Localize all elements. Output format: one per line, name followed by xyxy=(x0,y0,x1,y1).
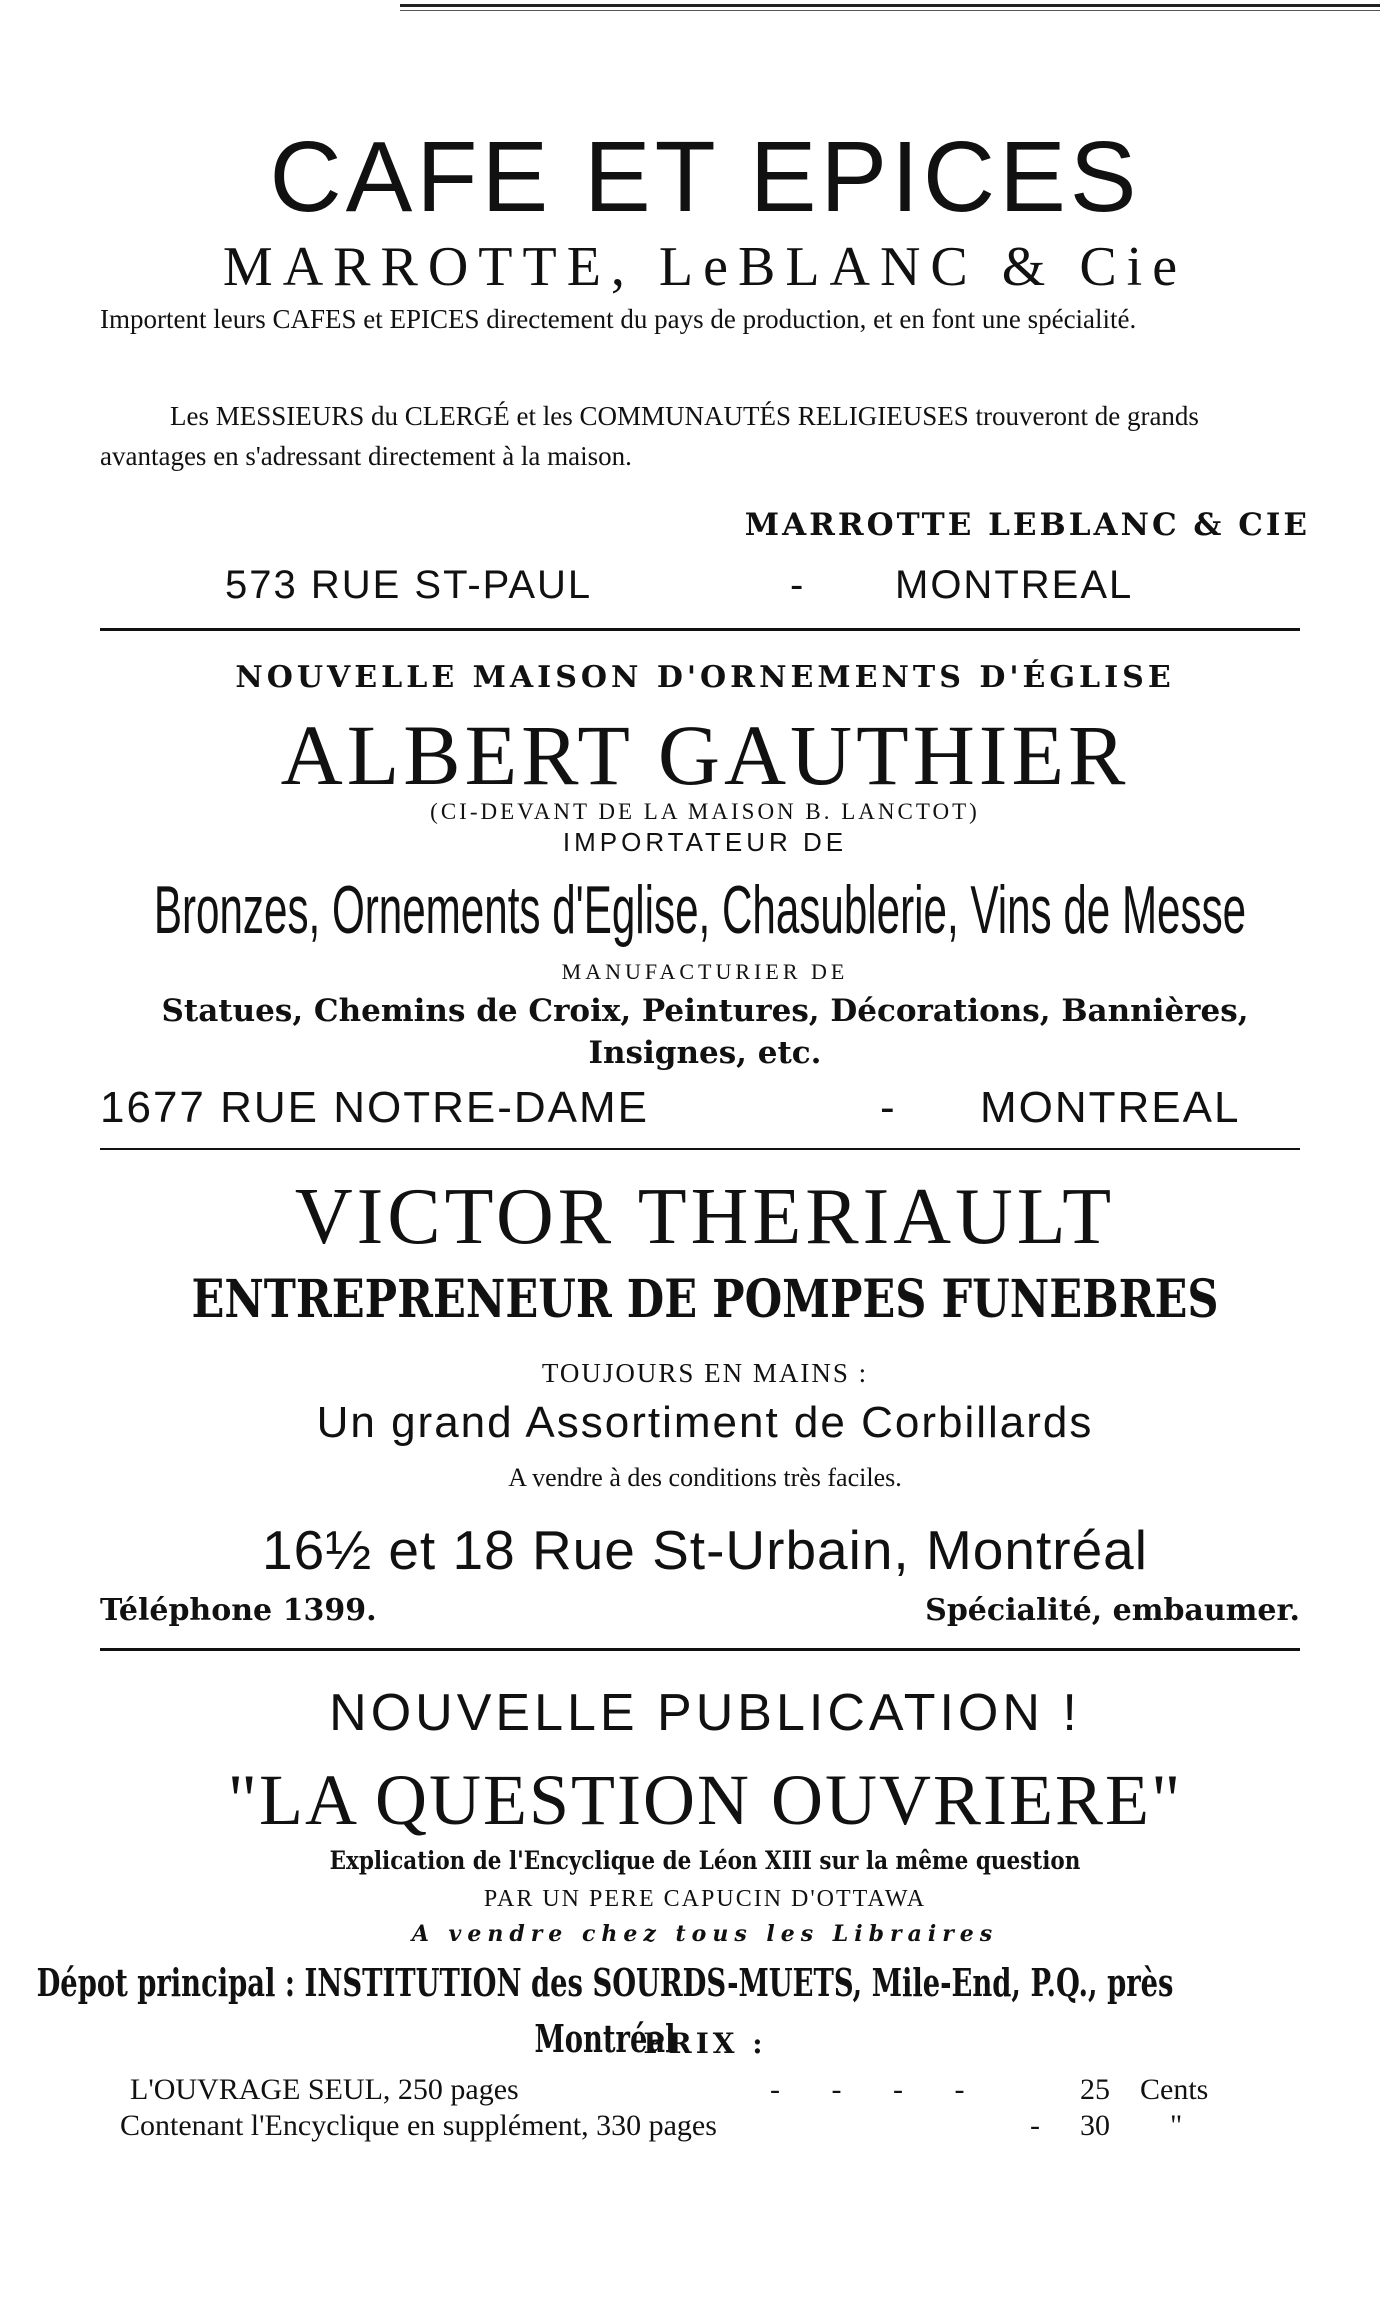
gauthier-address-separator: - xyxy=(880,1083,897,1132)
publication-price-label: PRIX : xyxy=(643,2027,767,2060)
publication-availability: A vendre chez tous les Libraires xyxy=(411,1921,999,1947)
gauthier-products: Statues, Chemins de Croix, Peintures, Décorations, Bannières, Insignes, etc. xyxy=(161,993,1249,1071)
gauthier-name: ALBERT GAUTHIER xyxy=(280,707,1130,803)
cafe-firm: MARROTTE, LeBLANC & Cie xyxy=(222,236,1188,298)
price-item: Contenant l'Encyclique en supplément, 330 pages xyxy=(120,2109,717,2142)
theriault-trade: ENTREPRENEUR DE POMPES FUNEBRES xyxy=(191,1269,1219,1330)
price-leader: - xyxy=(1030,2109,1062,2142)
theriault-telephone: Téléphone 1399. xyxy=(100,1593,377,1628)
cafe-paragraph-2-text: Les MESSIEURS du CLERGÉ et les COMMUNAUTÉS RELIGIEUSES trouveront de grands avantages en s'adressant directement à la maison. xyxy=(100,401,1199,471)
price-amount: 30 xyxy=(1080,2109,1110,2142)
publication-title: "LA QUESTION OUVRIERE" xyxy=(227,1760,1183,1840)
publication-depot: Dépot principal : INSTITUTION des SOURDS-MUETS, Mile-End, P.Q., près Montréal xyxy=(36,1960,1174,2061)
gauthier-former: (CI-DEVANT DE LA MAISON B. LANCTOT) xyxy=(430,799,980,824)
publication-subtitle: Explication de l'Encyclique de Léon XIII sur la même question xyxy=(329,1846,1081,1875)
gauthier-address-street: 1677 RUE NOTRE-DAME xyxy=(100,1083,650,1132)
price-amount: 25 xyxy=(1080,2073,1110,2106)
gauthier-goods: Bronzes, Ornements d'Eglise, Chasublerie, Vins de Messe xyxy=(153,872,1247,948)
gauthier-heading: NOUVELLE MAISON D'ORNEMENTS D'ÉGLISE xyxy=(235,660,1175,695)
cafe-signature: MARROTTE LEBLANC & CIE xyxy=(744,507,1310,543)
price-leader: - - - - xyxy=(770,2073,987,2106)
cafe-address-street: 573 RUE ST-PAUL xyxy=(225,563,593,607)
price-item: L'OUVRAGE SEUL, 250 pages xyxy=(130,2073,519,2106)
cafe-title: CAFE ET EPICES xyxy=(269,121,1141,233)
cafe-address-city: MONTREAL xyxy=(895,563,1134,607)
cafe-paragraph-2 xyxy=(100,396,1310,476)
gauthier-importer: IMPORTATEUR DE xyxy=(562,827,848,857)
top-edge-rule-thin xyxy=(400,10,1380,11)
divider-2 xyxy=(100,1148,1300,1150)
price-unit: Cents xyxy=(1140,2073,1209,2106)
cafe-address-separator: - xyxy=(790,563,806,607)
divider-1 xyxy=(100,628,1300,631)
theriault-name: VICTOR THERIAULT xyxy=(294,1173,1116,1261)
top-edge-rule xyxy=(400,4,1380,7)
theriault-specialty: Spécialité, embaumer. xyxy=(925,1593,1300,1628)
cafe-paragraph-1: Importent leurs CAFES et EPICES directement du pays de production, et en font une spécialité. xyxy=(100,304,1137,334)
divider-3 xyxy=(100,1648,1300,1651)
price-unit: " xyxy=(1170,2109,1183,2142)
theriault-footer xyxy=(100,1590,1310,1632)
gauthier-manufacturer: MANUFACTURIER DE xyxy=(561,959,849,984)
theriault-address: 16½ et 18 Rue St-Urbain, Montréal xyxy=(262,1519,1148,1581)
gauthier-address-city: MONTREAL xyxy=(980,1083,1241,1132)
theriault-terms: A vendre à des conditions très faciles. xyxy=(508,1463,902,1492)
theriault-stock: Un grand Assortiment de Corbillards xyxy=(316,1398,1094,1447)
publication-heading: NOUVELLE PUBLICATION ! xyxy=(329,1684,1081,1742)
theriault-stock-label: TOUJOURS EN MAINS : xyxy=(541,1358,869,1388)
publication-author: PAR UN PERE CAPUCIN D'OTTAWA xyxy=(483,1886,927,1912)
